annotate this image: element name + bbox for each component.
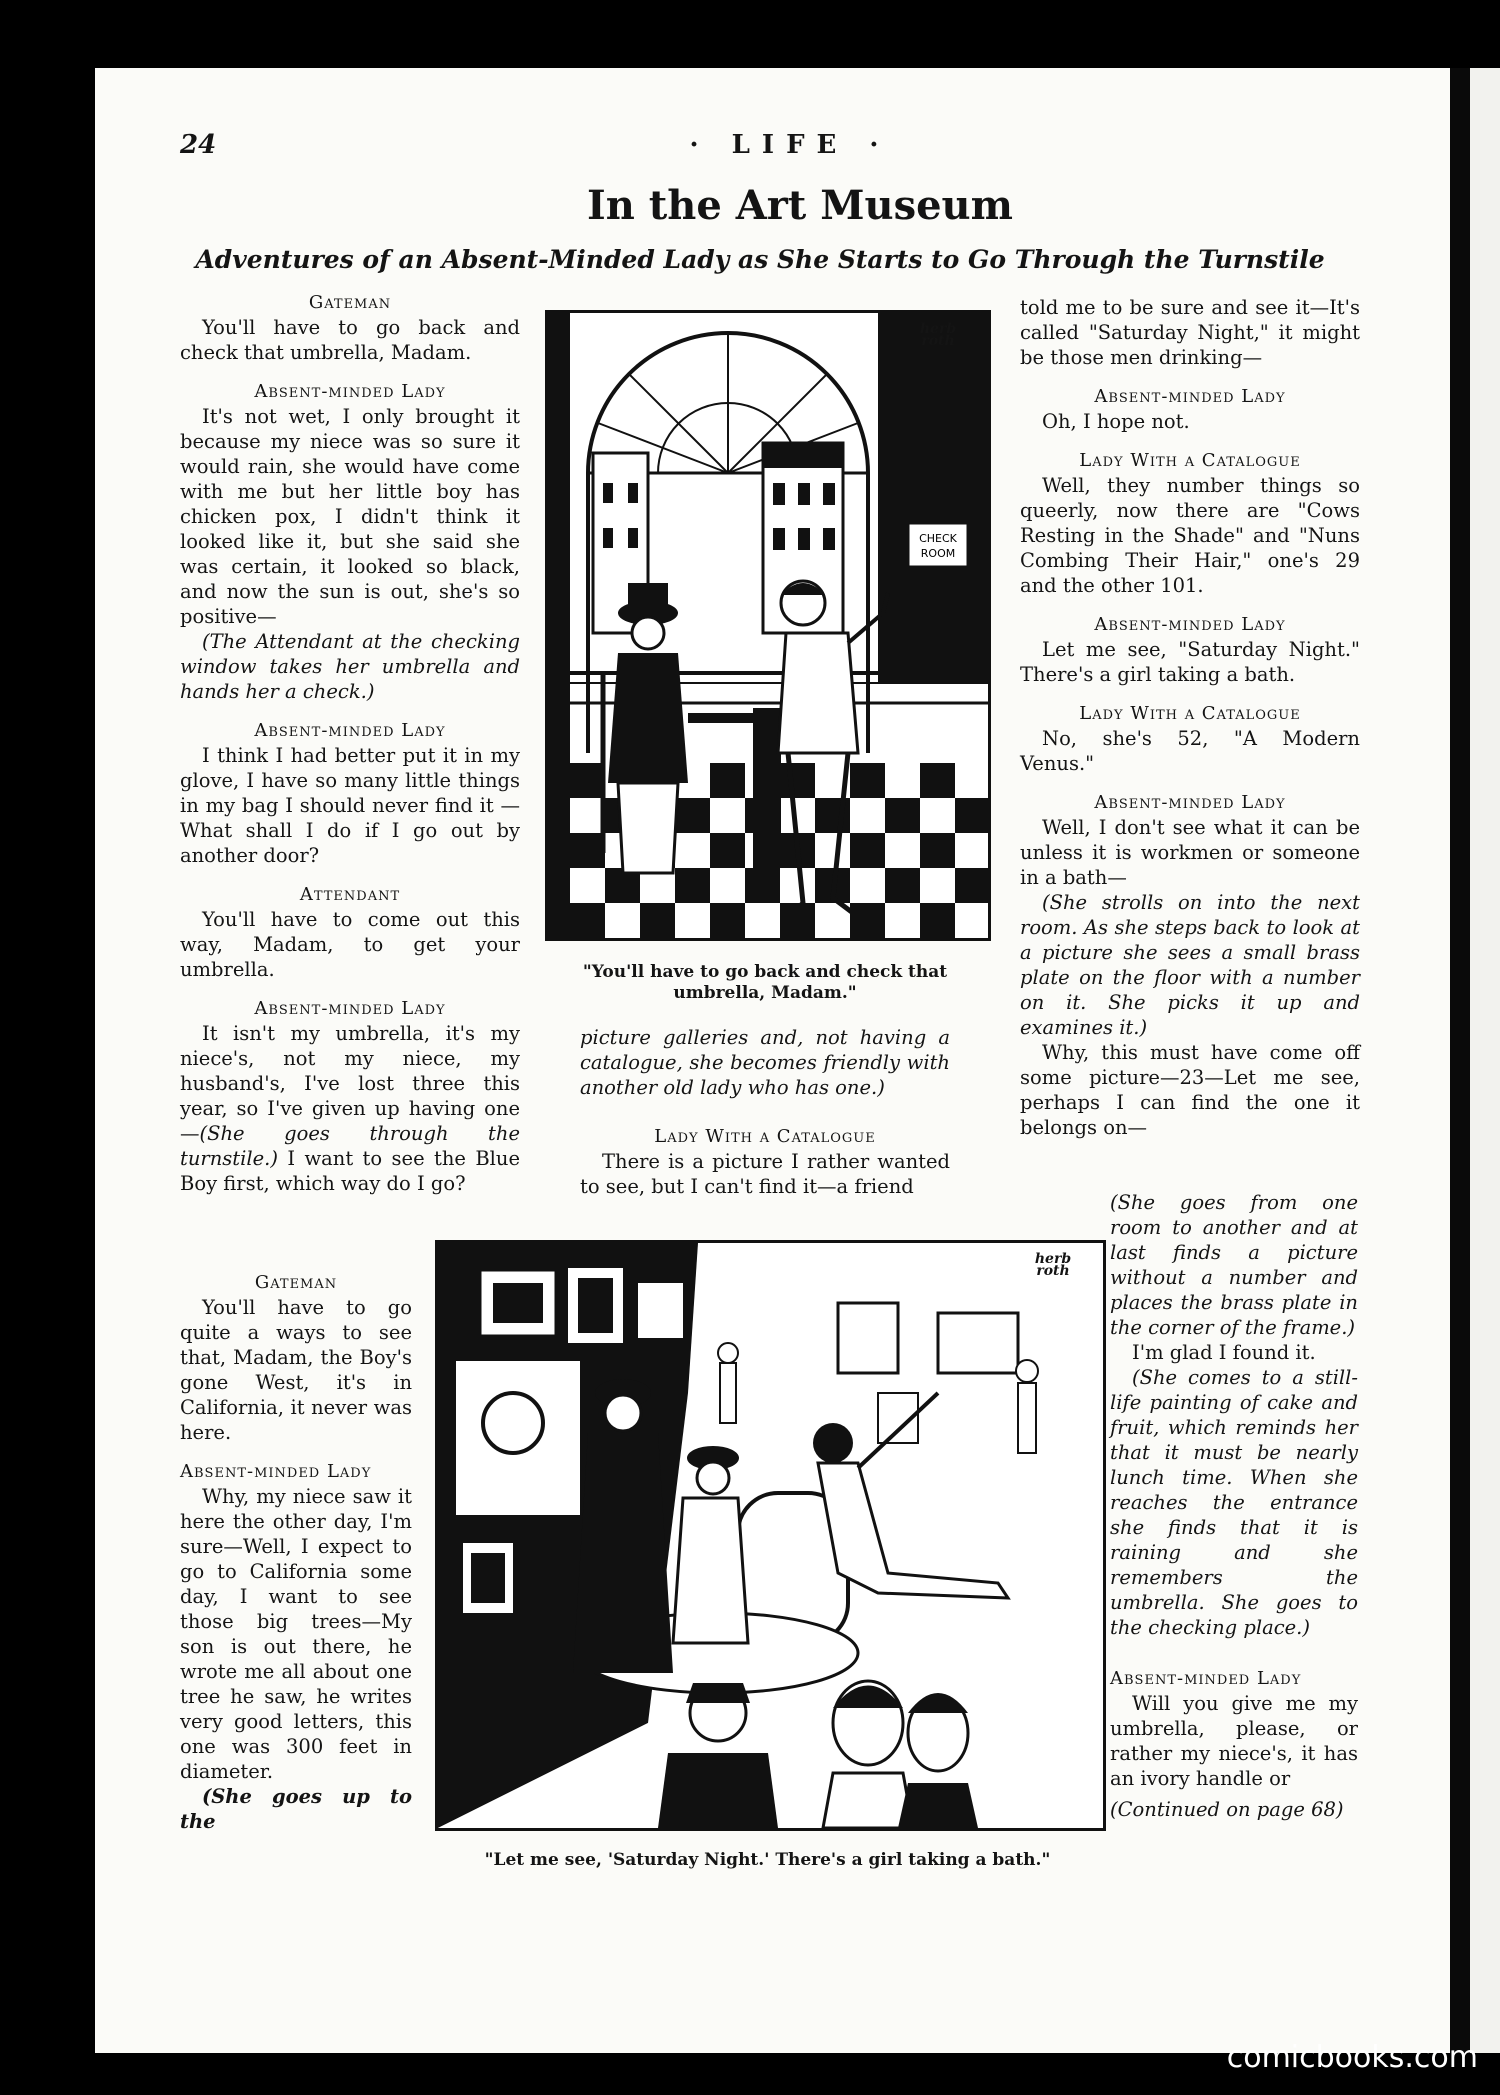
illustration-turnstile — [545, 310, 991, 941]
speaker-label: Absent-minded Lady — [1110, 1668, 1302, 1689]
dialogue-text: I'm glad I found it. — [1132, 1341, 1316, 1364]
page-gutter — [1450, 68, 1470, 2053]
page-number: 24 — [180, 130, 217, 160]
stage-direction: (She strolls on into the next room. As she steps back to look at a picture she sees a small brass plate on the floor with a number on it. She picks it up and examines it.) — [1020, 891, 1360, 1039]
dialogue-text: It's not wet, I only brought it because my niece was so sure it would rain, she would have come with me but her little boy has chicken pox, I didn't think it looked like it, but she said she was certain, it looked so black, and now the sun is out, she's so positive— — [180, 405, 520, 628]
column-1-lower — [180, 1270, 412, 1834]
dialogue-text: I think I had better put it in my glove, I have so many little things in my bag I should never find it —What shall I do if I go out by another door? — [180, 744, 520, 867]
stage-direction: picture galleries and, not having a catalogue, she becomes friendly with another old lady who has one.) — [580, 1026, 950, 1099]
dialogue-text: Well, I don't see what it can be unless it is workmen or someone in a bath— — [1020, 816, 1360, 889]
artist-signature: herb roth — [919, 321, 957, 349]
dialogue-text: Well, they number things so queerly, now there are "Cows Resting in the Shade" and "Nuns Combing Their Hair," one's 29 and the other 101. — [1020, 474, 1360, 597]
next-page-edge — [1470, 68, 1500, 2053]
dialogue-text: Will you give me my umbrella, please, or rather my niece's, it has an ivory handle or — [1110, 1692, 1358, 1790]
speaker-label: Absent-minded Lady — [1094, 792, 1286, 813]
continued-note: (Continued on page 68) — [1110, 1798, 1344, 1821]
speaker-label: Attendant — [299, 884, 401, 905]
column-3 — [1020, 295, 1360, 1140]
illustration-caption: "Let me see, 'Saturday Night.' There's a girl taking a bath." — [484, 1850, 1051, 1870]
artist-signature: herb roth — [1034, 1251, 1072, 1279]
running-head: · LIFE · — [689, 130, 891, 160]
watermark: comicbooks.com — [1226, 2040, 1478, 2075]
speaker-label: Absent-minded Lady — [1094, 614, 1286, 635]
dialogue-text: You'll have to go back and check that umbrella, Madam. — [180, 316, 520, 364]
dialogue-text: Let me see, "Saturday Night." There's a girl taking a bath. — [1020, 638, 1360, 686]
stage-direction: (She goes up to the — [180, 1785, 412, 1833]
speaker-label: Lady With a Catalogue — [1079, 450, 1301, 471]
column-3-lower — [1110, 1190, 1358, 1822]
dialogue-text: I want to see the Blue Boy first, which way do I go? — [180, 1147, 520, 1195]
speaker-label: Lady With a Catalogue — [1079, 703, 1301, 724]
illustration-caption: "You'll have to go back and check that umbrella, Madam." — [582, 962, 948, 1003]
speaker-label: Gateman — [254, 1272, 338, 1293]
speaker-label: Absent-minded Lady — [254, 381, 446, 402]
stage-direction: (She comes to a still-life painting of cake and fruit, which reminds her that it must be nearly lunch time. When she reaches the entrance she finds that it is raining and she remembers the umbrella. She goes to the checking place.) — [1110, 1366, 1358, 1639]
speaker-label: Absent-minded Lady — [1094, 386, 1286, 407]
column-2 — [580, 1025, 950, 1199]
dialogue-text: Oh, I hope not. — [1042, 410, 1190, 433]
speaker-label: Absent-minded Lady — [180, 1461, 372, 1482]
dialogue-text: told me to be sure and see it—It's called "Saturday Night," it might be those men drinking— — [1020, 296, 1360, 369]
turnstile-post — [753, 708, 781, 868]
dialogue-text: You'll have to go quite a ways to see that, Madam, the Boy's gone West, it's in California, it never was here. — [180, 1296, 412, 1444]
dialogue-text — [180, 1021, 520, 1196]
article-subtitle: Adventures of an Absent-Minded Lady as She Starts to Go Through the Turnstile — [195, 245, 1325, 274]
speaker-label: Absent-minded Lady — [254, 998, 446, 1019]
speaker-label: Lady With a Catalogue — [654, 1126, 876, 1147]
check-room-sign: CHECK — [919, 532, 957, 545]
dialogue-text: There is a picture I rather wanted to see, but I can't find it—a friend — [580, 1150, 950, 1198]
article-title: In the Art Museum — [587, 182, 1013, 229]
stage-direction: (The Attendant at the checking window takes her umbrella and hands her a check.) — [180, 630, 520, 703]
turnstile-drawing — [548, 313, 988, 938]
stage-direction: (She goes through the turnstile.) — [180, 1122, 520, 1170]
gallery-drawing — [438, 1243, 1103, 1828]
dialogue-text: You'll have to come out this way, Madam, to get your umbrella. — [180, 908, 520, 981]
dialogue-text: Why, my niece saw it here the other day, I'm sure—Well, I expect to go to California some day, I want to see those big trees—My son is out there, he wrote me all about one tree he saw, he writes very good letters, this one was 300 feet in diameter. — [180, 1485, 412, 1783]
stage-direction: (She goes from one room to another and at last finds a picture without a number and places the brass plate in the corner of the frame.) — [1110, 1191, 1358, 1339]
illustration-gallery — [435, 1240, 1106, 1831]
column-1 — [180, 290, 520, 1196]
speaker-label: Absent-minded Lady — [254, 720, 446, 741]
dialogue-text: No, she's 52, "A Modern Venus." — [1020, 727, 1360, 775]
speaker-label: Gateman — [308, 292, 392, 313]
dialogue-text: Why, this must have come off some picture—23—Let me see, perhaps I can find the one it belongs on— — [1020, 1041, 1360, 1139]
dialogue-text: It isn't my umbrella, it's my niece's, not my niece, my husband's, I've lost three this year, so I've given up having one— — [180, 1022, 520, 1145]
svg-text:ROOM: ROOM — [920, 547, 956, 560]
